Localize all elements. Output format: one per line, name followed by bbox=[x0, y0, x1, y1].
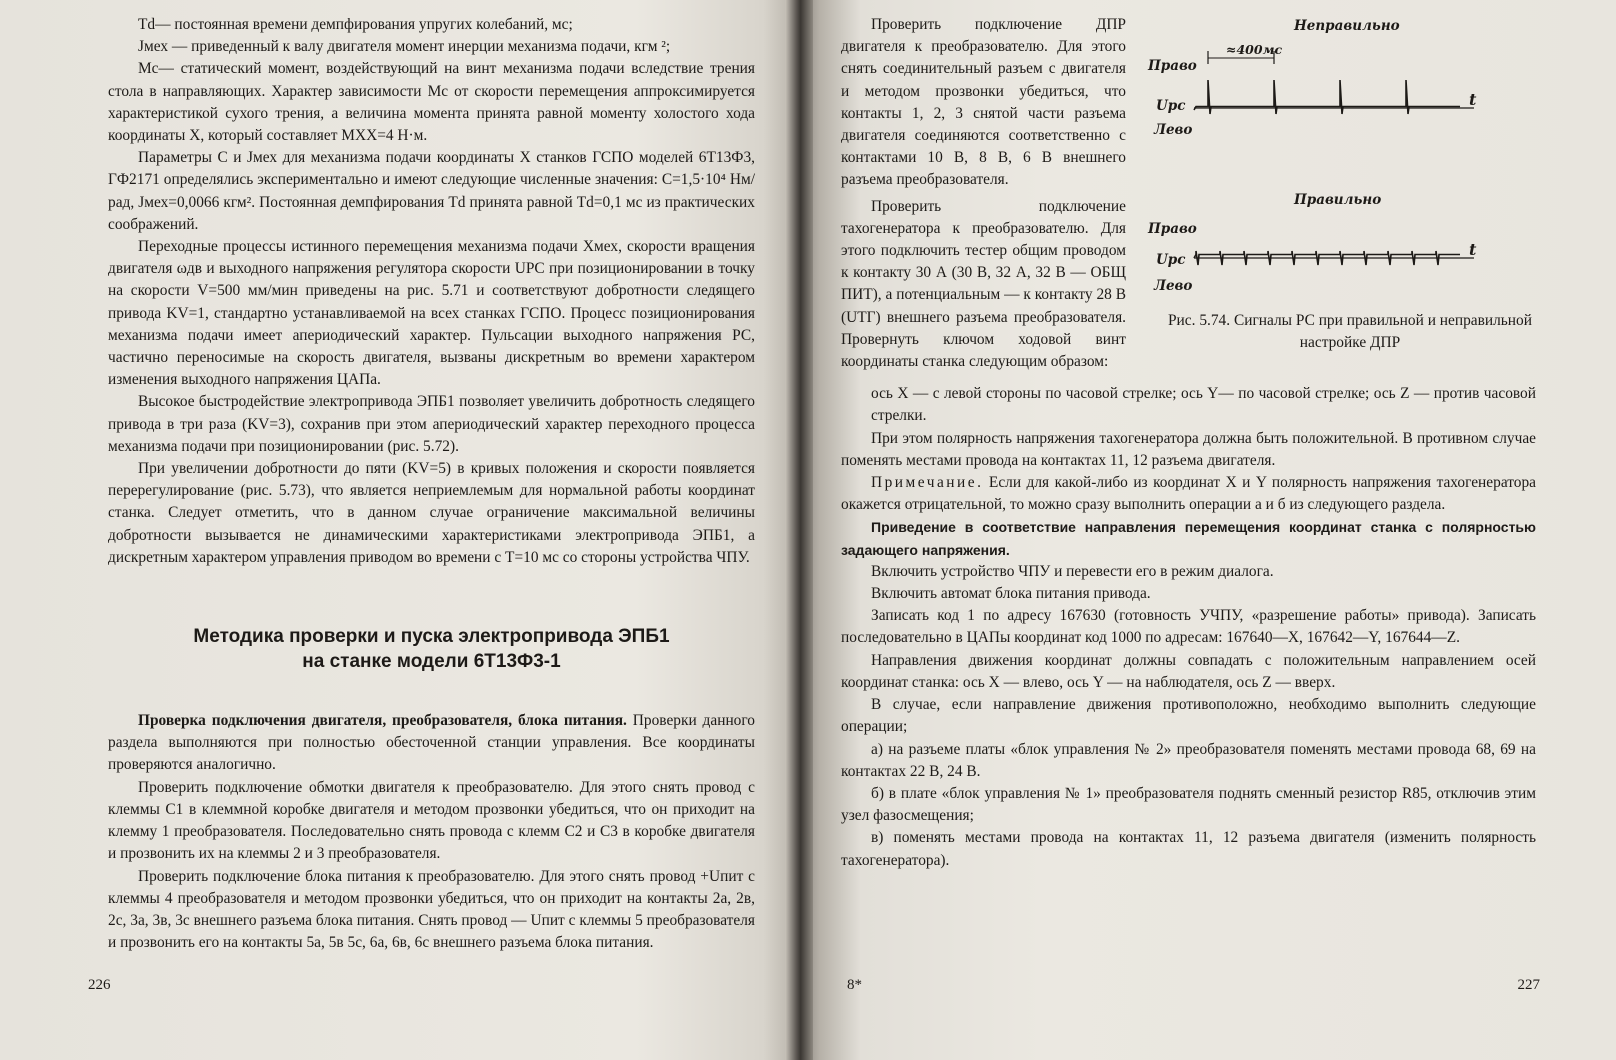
label-urs-bottom: Uрс bbox=[1156, 252, 1186, 268]
paragraph: Параметры C и Jмех для механизма подачи координаты X станков ГСПО моделей 6Т13Ф3, ГФ2171 определялись экспериментально и имеют следующие численные значения: C=1,5·10⁴ Нм/рад, Jмех=0,0066 кгм². Постоянная демпфирования Td принята равной Td=0,1 мс из практических соображений. bbox=[108, 149, 755, 233]
paragraph: Направления движения координат должны совпадать с положительным направлением осей координат станка: ось X — влево, ось Y — на наблюдателя, ось Z — вверх. bbox=[841, 651, 1536, 691]
paragraph: Высокое быстродействие электропривода ЭПБ1 позволяет увеличить добротность следящего привода в три раза (KV=3), сохранив при этом апериодический характер переходного процесса механизма подачи при позиционировании (рис. 5.72). bbox=[108, 393, 755, 455]
paragraph: Проверить подключение блока питания к преобразователю. Для этого снять провод +Uпит с клеммы 4 преобразователя и методом прозвонки убедиться, что он приходит на контакты 2а, 2в, 2с, 3а, 3в, 3с внешнего разъема блока питания. Снять провод — Uпит с клеммы 5 преобразователя и прозвонить его на контакты 5а, 5в 5с, 6а, 6в, 6с внешнего разъема блока питания. bbox=[108, 867, 755, 952]
paragraph: в) поменять местами провода на контактах 11, 12 разъема двигателя (изменить полярность тахогенератора). bbox=[841, 829, 1536, 869]
paragraph: В случае, если направление движения противоположно, необходимо выполнить следующие операции; bbox=[841, 696, 1536, 736]
section-heading-line2: на станке модели 6Т13Ф3-1 bbox=[302, 651, 561, 673]
label-pravo-bottom: Право bbox=[1148, 221, 1197, 237]
paragraph: Проверить подключение тахогенератора к преобразователю. Для этого подключить тестер общим проводом к контакту 30 А (30 В, 32 А, 32 В — ОБЩ ПИТ), а потенциальным — к контакту 28 В (UТГ) внешнего разъема преобразователя. Провернуть ключом ходовой винт координаты станка следующим образом: bbox=[841, 197, 1126, 371]
subsection-text: Проверки данного раздела выполняются при полностью обесточенной станции управления. Все координаты проверяются аналогично. bbox=[108, 712, 755, 774]
page-number: 227 bbox=[1517, 977, 1540, 993]
signal-figure bbox=[1144, 14, 1536, 354]
label-levo-bottom: Лево bbox=[1154, 278, 1193, 294]
paragraph: Проверить подключение обмотки двигателя к преобразователю. Для этого снять провод с клеммы С1 в клеммной коробке двигателя и методом прозвонки убедиться, что он приходит на клемму 1 преобразователя. Последовательно снять провода с клемм С2 и С3 в коробке двигателя и прозвонить их на клеммы 2 и 3 преобразователя. bbox=[108, 778, 755, 863]
label-t-bottom: t bbox=[1469, 240, 1477, 259]
section-heading bbox=[108, 624, 755, 674]
bold-subheading: Приведение в соответствие направления перемещения координат станка с полярностью задающего напряжения. bbox=[841, 519, 1536, 558]
subsection-lead: Проверка подключения двигателя, преобразователя, блока питания. bbox=[138, 712, 627, 730]
figure-side-text bbox=[841, 14, 1126, 373]
paragraph: При увеличении добротности до пяти (KV=5) в кривых положения и скорости появляется перерегулирование (рис. 5.73), что является неприемлемым для нормальной работы координат станка. Следует отметить, что в данном случае ограничение максимальной величины добротности вызывается не динамическими характеристиками электропривода ЭПБ1, а дискретным характером управления приводом во времени с T=10 мс со стороны устройства ЧПУ. bbox=[108, 460, 755, 566]
label-period: ≈400мс bbox=[1226, 42, 1283, 57]
note-text: Если для какой-либо из координат X и Y полярность напряжения тахогенератора окажется отрицательной, то можно сразу выполнить операции а и б из следующего раздела. bbox=[841, 474, 1536, 514]
paragraph: Td— постоянная времени демпфирования упругих колебаний, мс; bbox=[138, 16, 573, 33]
label-wrong: Неправильно bbox=[1294, 18, 1400, 34]
paragraph: При этом полярность напряжения тахогенератора должна быть положительной. В противном случае поменять местами провода на контактах 11, 12 разъема двигателя. bbox=[841, 429, 1536, 469]
subsection-paragraph bbox=[108, 710, 755, 777]
figure-block bbox=[841, 14, 1536, 373]
note-lead: Примечание. bbox=[871, 474, 984, 492]
paragraph: Jмех — приведенный к валу двигателя момент инерции механизма подачи, кгм ²; bbox=[138, 38, 671, 56]
label-pravo-top: Право bbox=[1148, 58, 1197, 74]
label-levo-top: Лево bbox=[1154, 122, 1193, 138]
label-right: Правильно bbox=[1294, 192, 1382, 208]
paragraph: Mc— статический момент, воздействующий на винт механизма подачи вследствие трения стола в направляющих. Характер зависимости Mc от скорости перемещения аппроксимируется характеристикой сухого трения, а величина момента принята равной моменту холостого хода координаты X, который составляет MXX=4 Н·м. bbox=[108, 60, 755, 145]
label-urs-top: Uрс bbox=[1156, 98, 1186, 114]
paragraph: Включить автомат блока питания привода. bbox=[871, 585, 1151, 603]
signal-diagram bbox=[1144, 14, 1484, 314]
signature-mark: 8* bbox=[847, 977, 862, 993]
paragraph: ось X — с левой стороны по часовой стрелке; ось Y— по часовой стрелке; ось Z — против часовой стрелки. bbox=[871, 385, 1536, 425]
left-page bbox=[0, 0, 795, 1060]
paragraph: Записать код 1 по адресу 167630 (готовность УЧПУ, «разрешение работы» привода). Записать последовательно в ЦАПы координат код 1000 по адресам: 167640—X, 167642—Y, 167644—Z. bbox=[841, 607, 1536, 647]
book-gutter bbox=[785, 0, 813, 1060]
note-paragraph bbox=[841, 472, 1536, 516]
paragraph: б) в плате «блок управления № 1» преобразователя поднять сменный резистор R85, отключив этим узел фазосмещения; bbox=[841, 784, 1536, 825]
paragraph: Переходные процессы истинного перемещения механизма подачи Xмех, скорости вращения двигателя ωдв и выходного напряжения регулятора скорости UPC при позиционировании в точку на скорости V=500 мм/мин приведены на рис. 5.71 и соответствуют добротности следящего привода KV=1, стандартно устанавливаемой на всех станках ГСПО. Процесс позиционирования механизма подачи имеет апериодический характер. Пульсации выходного напряжения РС, частично переносимые на скорость двигателя, вызваны дискретным во времени характером изменения выходного напряжения ЦАПа. bbox=[108, 238, 755, 389]
page-number: 226 bbox=[88, 977, 111, 993]
paragraph: Включить устройство ЧПУ и перевести его в режим диалога. bbox=[871, 562, 1274, 580]
section-heading-line1: Методика проверки и пуска электропривода ЭПБ1 bbox=[193, 626, 670, 648]
figure-caption: Рис. 5.74. Сигналы РС при правильной и неправильной настройке ДПР bbox=[1168, 312, 1532, 351]
signal-wrong bbox=[1194, 80, 1460, 114]
paragraph: а) на разъеме платы «блок управления № 2» преобразователя поменять местами провода 68, 69 на контактах 22 В, 24 В. bbox=[841, 740, 1536, 780]
label-t-top: t bbox=[1469, 90, 1477, 109]
right-page bbox=[795, 0, 1616, 1060]
paragraph: Проверить подключение ДПР двигателя к преобразователю. Для этого снять соединительный разъем с двигателя и методом прозвонки убедиться, что контакты 1, 2, 3 снятой части разъема двигателя соединяются соответственно с контактами 10 В, 8 В, 6 В внешнего разъема преобразователя. bbox=[841, 16, 1126, 189]
